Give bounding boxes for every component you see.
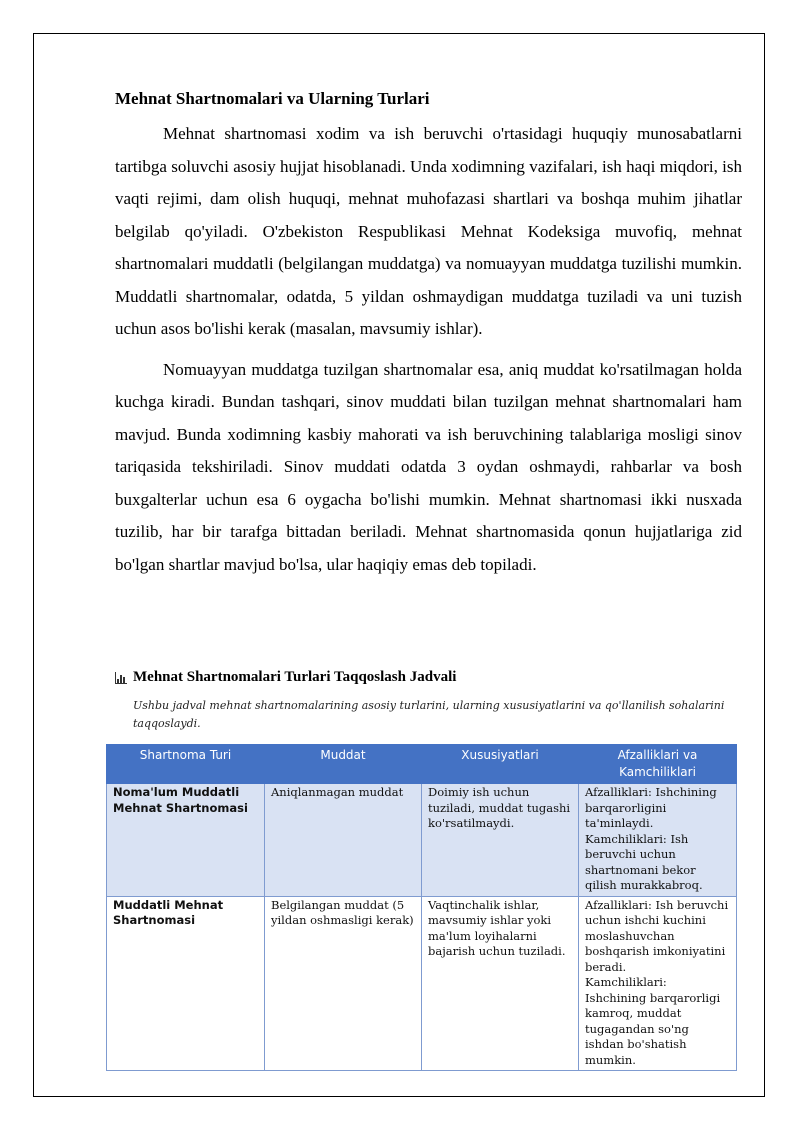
cell-pros-cons [579, 784, 737, 897]
disadvantages-text: Kamchiliklari: Ish beruvchi uchun shartnomani bekor qilish murakkabroq. [585, 831, 703, 892]
cell-duration: Belgilangan muddat (5 yildan oshmasligi kerak) [265, 896, 422, 1071]
disadvantages-text: Kamchiliklari: Ishchining barqarorligi kamroq, muddat tugagandan so'ng ishdan bo'shatish mumkin. [585, 975, 721, 1067]
document-title: Mehnat Shartnomalari va Ularning Turlari [115, 89, 430, 108]
column-header-pros-cons: Afzalliklari va Kamchiliklari [579, 745, 737, 784]
cell-type: Noma'lum Muddatli Mehnat Shartnomasi [107, 784, 265, 897]
cell-type: Muddatli Mehnat Shartnomasi [107, 896, 265, 1071]
cell-duration: Aniqlanmagan muddat [265, 784, 422, 897]
table-row [107, 784, 737, 897]
document-body [115, 86, 742, 589]
table-heading [115, 669, 456, 686]
cell-features: Doimiy ish uchun tuziladi, muddat tugashi ko'rsatilmaydi. [422, 784, 579, 897]
table-caption: Ushbu jadval mehnat shartnomalarining asosiy turlarini, ularning xususiyatlarini va qo'llanilish sohalarini taqqoslaydi. [133, 699, 725, 730]
column-header-duration: Muddat [265, 745, 422, 784]
table-row [107, 896, 737, 1071]
paragraph-1: Mehnat shartnomasi xodim va ish beruvchi o'rtasidagi huquqiy munosabatlarni tartibga soluvchi asosiy hujjat hisoblanadi. Unda xodimning vazifalari, ish haqi miqdori, ish vaqti rejimi, dam olish huquqi, mehnat muhofazasi shartlari va boshqa muhim jihatlar belgilab qo'yiladi. O'zbekiston Respublikasi Mehnat Kodeksiga muvofiq, mehnat shartnomalari muddatli (belgilangan muddatga) va nomuayyan muddatga tuzilishi mumkin. Muddatli shartnomalar, odatda, 5 yildan oshmaydigan muddatga tuziladi va uni tuzish uchun asos bo'lishi kerak (masalan, mavsumiy ishlar). [115, 124, 742, 338]
table-heading-text: Mehnat Shartnomalari Turlari Taqqoslash Jadvali [133, 669, 457, 685]
advantages-text: Afzalliklari: Ishchining barqarorligini ta'minlaydi. [585, 785, 717, 830]
column-header-features: Xususiyatlari [422, 745, 579, 784]
cell-features: Vaqtinchalik ishlar, mavsumiy ishlar yoki ma'lum loyihalarni bajarish uchun tuziladi. [422, 896, 579, 1071]
table-header-row [107, 745, 737, 784]
cell-pros-cons [579, 896, 737, 1071]
advantages-text: Afzalliklari: Ish beruvchi uchun ishchi kuchini moslashuvchan boshqarish imkoniyatini beradi. [585, 897, 729, 974]
paragraph-2: Nomuayyan muddatga tuzilgan shartnomalar esa, aniq muddat ko'rsatilmagan holda kuchga kiradi. Bundan tashqari, sinov muddati bilan tuzilgan mehnat shartnomalari ham mavjud. Bunda xodimning kasbiy mahorati va ish beruvchining talablariga mosligi sinov tariqasida tekshiriladi. Sinov muddati odatda 3 oydan oshmaydi, rahbarlar va bosh buxgalterlar uchun esa 6 oygacha bo'lishi mumkin. Mehnat shartnomasi ikki nusxada tuzilib, har bir tarafga bittadan beriladi. Mehnat shartnomasida qonun hujjatlariga zid bo'lgan shartlar mavjud bo'lsa, ular haqiqiy emas deb topiladi. [115, 359, 742, 574]
column-header-type: Shartnoma Turi [107, 745, 265, 784]
comparison-table [106, 744, 737, 1071]
bar-chart-icon [115, 672, 127, 684]
